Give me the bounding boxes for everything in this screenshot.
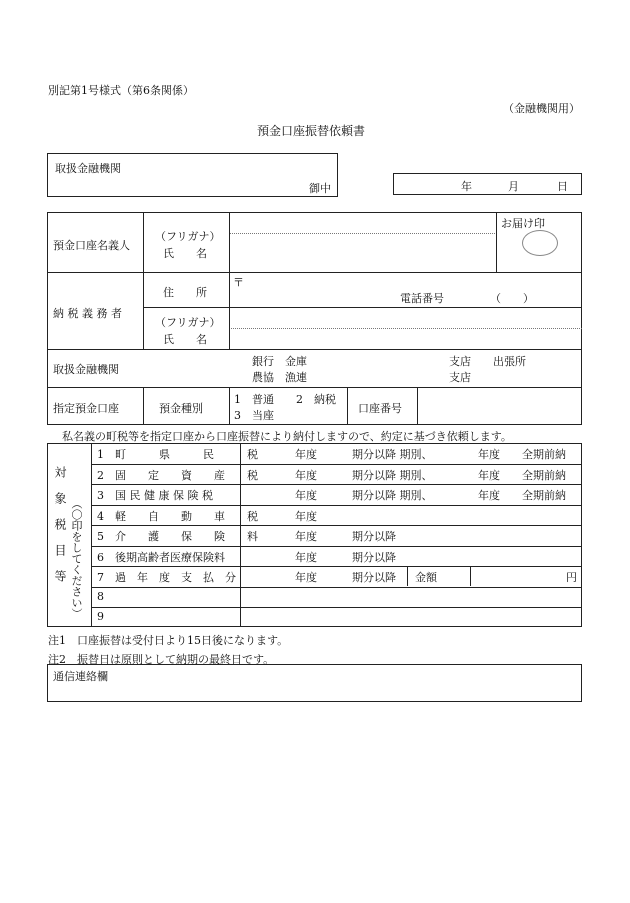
bank-addressee-label: 取扱金融機関 — [55, 162, 121, 175]
branch-type-line2: 支店 — [449, 371, 471, 384]
tax-item-name: 2 固 定 資 産 税 — [97, 469, 258, 482]
account-holder-name-label: 氏 名 — [163, 247, 207, 260]
tax-year: 年度 — [295, 530, 317, 543]
date-month: 月 — [508, 180, 519, 193]
tax-row[interactable] — [92, 588, 580, 606]
bank-row-label: 取扱金融機関 — [53, 363, 119, 376]
bank-name-field[interactable] — [145, 351, 245, 385]
phone-label: 電話番号 — [400, 292, 444, 305]
account-holder-name-field[interactable] — [230, 235, 495, 271]
tax-full-prepay: 全期前納 — [522, 489, 566, 502]
account-holder-furigana-label: （フリガナ） — [155, 230, 221, 243]
taxpayer-name-field[interactable] — [230, 330, 580, 348]
tax-item-name: 1 町 県 民 税 — [97, 448, 258, 461]
account-type-options-line1[interactable]: 1 普通 2 納税 — [234, 393, 336, 406]
account-type-label: 預金種別 — [159, 402, 203, 415]
tax-year: 年度 — [295, 469, 317, 482]
tax-item-name: 3 国 民 健 康 保 険 税 — [97, 489, 213, 502]
tax-period: 期分以降 期別、 — [352, 448, 433, 461]
tax-period: 期分以降 期別、 — [352, 489, 433, 502]
account-number-field[interactable] — [419, 389, 580, 423]
tax-year2: 年度 — [478, 448, 500, 461]
branch-name-field[interactable] — [330, 351, 445, 385]
postal-mark: 〒 — [233, 276, 244, 289]
tax-year: 年度 — [295, 448, 317, 461]
tax-year: 年度 — [295, 510, 317, 523]
note-2: 注2 振替日は原則として納期の最終日です。 — [48, 653, 275, 666]
account-holder-label: 預金口座名義人 — [53, 239, 130, 252]
copy-for-label: （金融機関用） — [503, 102, 580, 115]
comm-box[interactable] — [47, 664, 582, 702]
tax-yen: 円 — [566, 571, 577, 584]
tax-period: 期分以降 — [352, 571, 396, 584]
account-row-label: 指定預金口座 — [53, 402, 119, 415]
bank-type-line2: 農協 漁連 — [252, 371, 307, 384]
tax-period: 期分以降 期別、 — [352, 469, 433, 482]
account-type-options-line2[interactable]: 3 当座 — [234, 409, 274, 422]
page-title: 預金口座振替依頼書 — [257, 124, 366, 138]
branch-type-line1: 支店 出張所 — [449, 355, 526, 368]
date-day: 日 — [557, 180, 568, 193]
target-tax-label: 対象税目等 — [53, 466, 67, 596]
tax-year2: 年度 — [478, 489, 500, 502]
tax-item-name: 4 軽 自 動 車 税 — [97, 510, 258, 523]
date-box[interactable] — [393, 173, 582, 195]
tax-item-name: 7 過 年 度 支 払 分 — [97, 571, 236, 584]
form-id: 別記第1号様式（第6条関係） — [48, 84, 194, 97]
taxpayer-label: 納 税 義 務 者 — [53, 307, 122, 320]
tax-year: 年度 — [295, 489, 317, 502]
seal-label: お届け印 — [501, 217, 545, 230]
tax-item-name: 5 介 護 保 険 料 — [97, 530, 258, 543]
note-1: 注1 口座振替は受付日より15日後になります。 — [48, 634, 289, 647]
circle-instruction: （〇印をしてください） — [70, 498, 83, 619]
tax-year2: 年度 — [478, 469, 500, 482]
tax-year: 年度 — [295, 571, 317, 584]
tax-item-name: 9 — [97, 610, 104, 623]
tax-item-name: 6 後期高齢者医療保険料 — [97, 551, 225, 564]
bank-addressee-suffix: 御中 — [309, 182, 331, 195]
taxpayer-furigana-field[interactable] — [230, 309, 580, 327]
tax-item-name: 8 — [97, 590, 104, 603]
tax-amount-label: 金額 — [415, 571, 437, 584]
tax-row[interactable] — [92, 608, 580, 626]
account-number-label: 口座番号 — [358, 402, 402, 415]
account-holder-furigana-field[interactable] — [230, 214, 495, 232]
seal-circle[interactable] — [522, 230, 558, 256]
request-statement: 私名義の町税等を指定口座から口座振替により納付しますので、約定に基づき依頼します。 — [62, 430, 512, 443]
phone-paren[interactable]: （ ） — [490, 292, 534, 305]
tax-period: 期分以降 — [352, 551, 396, 564]
comm-label: 通信連絡欄 — [53, 670, 108, 683]
tax-full-prepay: 全期前納 — [522, 469, 566, 482]
taxpayer-furigana-label: （フリガナ） — [155, 316, 221, 329]
tax-year: 年度 — [295, 551, 317, 564]
date-year: 年 — [461, 180, 472, 193]
taxpayer-address-label: 住 所 — [163, 286, 207, 299]
bank-type-line1: 銀行 金庫 — [252, 355, 307, 368]
taxpayer-name-label: 氏 名 — [163, 333, 207, 346]
tax-period: 期分以降 — [352, 530, 396, 543]
tax-full-prepay: 全期前納 — [522, 448, 566, 461]
